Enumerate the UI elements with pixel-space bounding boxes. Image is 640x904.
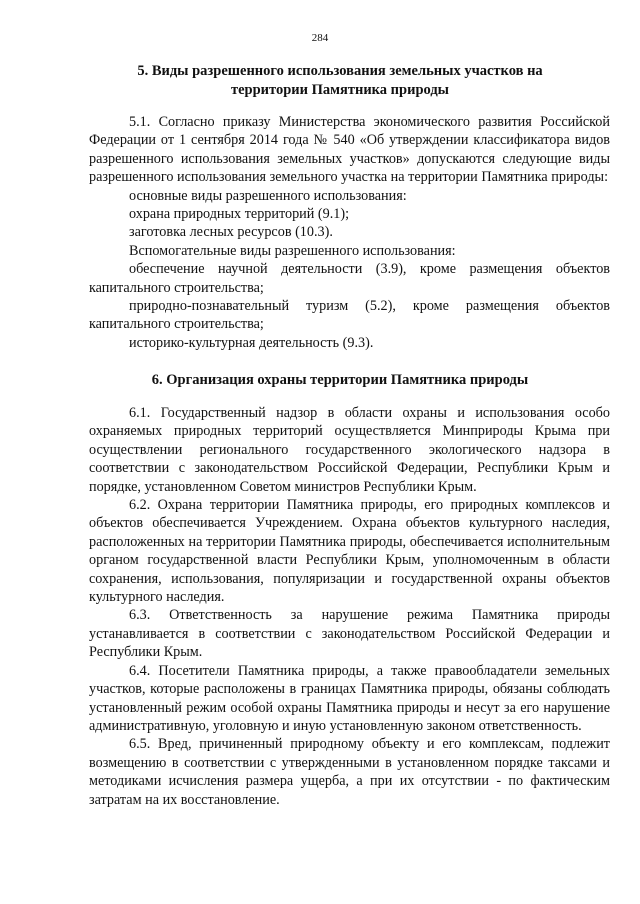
section-5-heading-line-1: 5. Виды разрешенного использования земельных участков на xyxy=(137,63,543,79)
main-use-item: охрана природных территорий (9.1); xyxy=(129,206,350,223)
auxiliary-use-item: обеспечение научной деятельности (3.9), кроме размещения объектов капитального строительства; xyxy=(89,261,610,296)
section-5-body xyxy=(89,113,610,352)
paragraph-6-3: 6.3. Ответственность за нарушение режима Памятника природы устанавливается в соответствии с законодательством Российской Федерации и Республики Крым. xyxy=(89,607,610,661)
auxiliary-use-item: историко-культурная деятельность (9.3). xyxy=(129,334,374,351)
main-use-item: заготовка лесных ресурсов (10.3). xyxy=(129,224,333,241)
paragraph-6-1: 6.1. Государственный надзор в области охраны и использования особо охраняемых природных территорий осуществляется Минприроды Крыма при осуществлении регионального государственного экологического надзора в соответствии с законодательством Российской Федерации, Республики Крым и порядке, установленном Советом министров Республики Крым. xyxy=(89,405,610,495)
section-6-body xyxy=(89,404,610,809)
section-6-heading: 6. Организация охраны территории Памятника природы xyxy=(151,372,529,388)
auxiliary-uses-label: Вспомогательные виды разрешенного использования: xyxy=(129,242,456,259)
paragraph-6-2: 6.2. Охрана территории Памятника природы, его природных комплексов и объектов обеспечивается Учреждением. Охрана объектов культурного наследия, расположенных на территории Памятника природы, обеспечивается исполнительным органом государственной власти Республики Крым, уполномоченным в области сохранения, использования, популяризации и государственной охраны объектов культурного наследия. xyxy=(89,497,610,606)
section-5-heading xyxy=(90,62,590,100)
main-uses-label: основные виды разрешенного использования: xyxy=(129,187,407,204)
paragraph-5-1: 5.1. Согласно приказу Министерства экономического развития Российской Федерации от 1 сентября 2014 года № 540 «Об утверждении классификатора видов разрешенного использования земельных участков» допускаются следующие виды разрешенного использования земельного участка на территории Памятника природы: xyxy=(89,114,610,186)
section-5-heading-line-2: территории Памятника природы xyxy=(230,82,450,98)
page-number: 284 xyxy=(311,32,329,44)
auxiliary-use-item: природно-познавательный туризм (5.2), кроме размещения объектов капитального строительства; xyxy=(89,298,610,333)
paragraph-6-5: 6.5. Вред, причиненный природному объекту и его комплексам, подлежит возмещению в соответствии с утвержденными в установленном порядке таксами и методиками исчисления размера ущерба, а при их отсутствии - по фактическим затратам на их восстановление. xyxy=(89,736,610,808)
paragraph-6-4: 6.4. Посетители Памятника природы, а также правообладатели земельных участков, которые расположены в границах Памятника природы, обязаны соблюдать установленный режим особой охраны Памятника природы и несут за его нарушение административную, уголовную и иную установленную законом ответственность. xyxy=(89,662,610,734)
